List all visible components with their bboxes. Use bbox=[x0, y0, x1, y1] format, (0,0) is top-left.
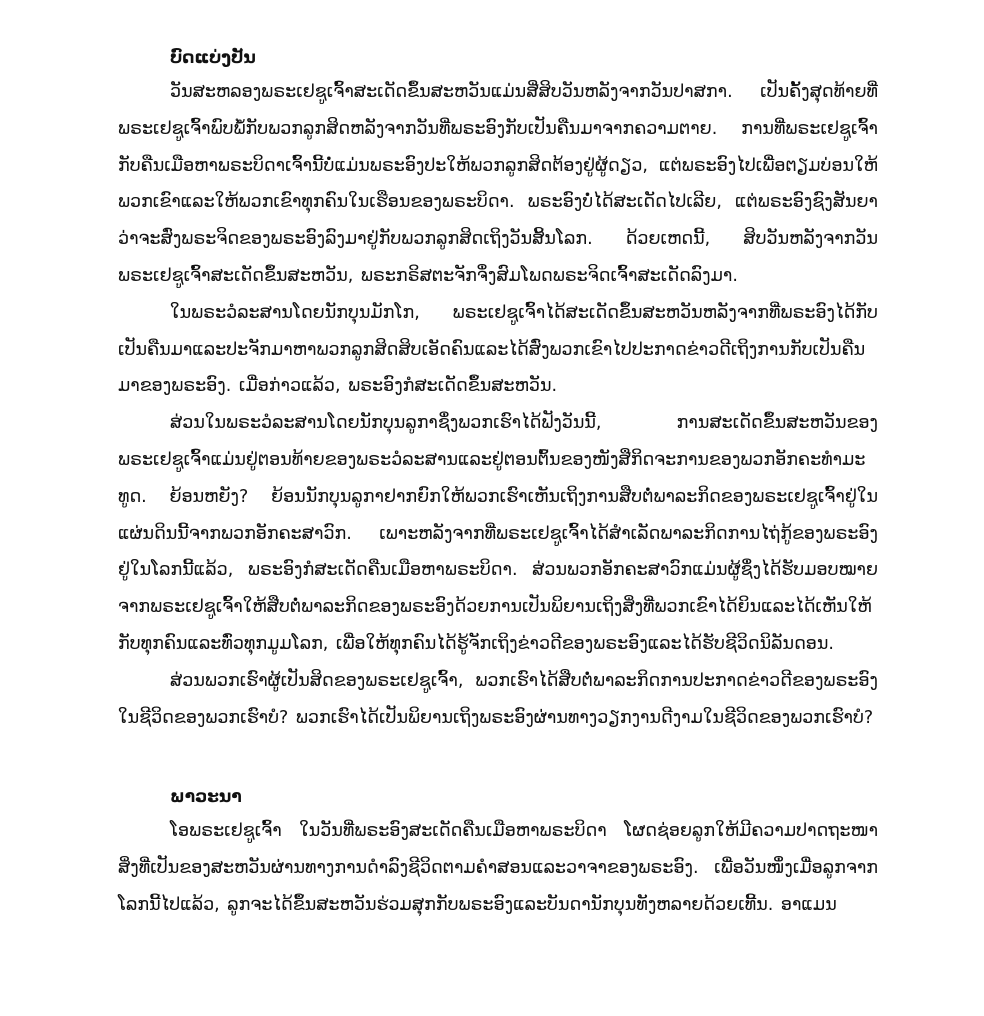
section-divider-space bbox=[118, 736, 878, 783]
reflection-paragraph-4: ສ່ວນພວກເຮົາຜູ້ເປັນສິດຂອງພຣະເຢຊູເຈົ້າ, ພວກເຮົາໄດ້ສືບຕໍ່ພາລະກິດການປະກາດຂ່າວດີຂອງພຣະອົງໃນຊີວິດຂອງພວກເຮົາບໍ? ພວກເຮົາໄດ້ເປັນພິຍານເຖິງພຣະອົງຜ່ານທາງວຽກງານດີງາມໃນຊີວິດຂອງພວກເຮົາບໍ? bbox=[118, 670, 878, 728]
reflection-paragraph-2: ໃນພຣະວໍລະສານໂດຍນັກບຸນມັກໂກ, ພຣະເຢຊູເຈົ້າໄດ້ສະເດັດຂຶ້ນສະຫວັນຫລັງຈາກທີ່ພຣະອົງໄດ້ກັບເປັນຄືນມາແລະປະຈັກມາຫາພວກລູກສິດສິບເອັດຄົນແລະໄດ້ສົ່ງພວກເຂົາໄປປະກາດຂ່າວດີເຖິງການກັບເປັນຄືນມາຂອງພຣະອົງ. ເມື່ອກ່າວແລ້ວ, ພຣະອົງກໍສະເດັດຂຶ້ນສະຫວັນ. bbox=[118, 302, 878, 397]
prayer-paragraph: ໂອພຣະເຢຊູເຈົ້າ ໃນວັນທີ່ພຣະອົງສະເດັດຄືນເມືອຫາພຣະບິດາ ໂຜດຊ່ອຍລູກໃຫ້ມີຄວາມປາດຖະໜາສິ່ງທີ່ເປັນຂອງສະຫວັນຜ່ານທາງການດຳລົງຊີວິດຕາມຄຳສອນແລະວາຈາຂອງພຣະອົງ. ເພື່ອວັນໜຶ່ງເມື່ອລູກຈາກໂລກນີ້ໄປແລ້ວ, ລູກຈະໄດ້ຂຶ້ນສະຫວັນຮ່ວມສຸກກັບພຣະອົງແລະບັນດານັກບຸນທັງຫລາຍດ້ວຍເທີ້ນ. ອາແມນ bbox=[118, 821, 878, 915]
document-page bbox=[118, 44, 878, 924]
section-prayer bbox=[118, 783, 878, 923]
section-heading-reflection: ບົດແບ່ງປັນ bbox=[170, 48, 256, 68]
reflection-paragraph-1: ວັນສະຫລອງພຣະເຢຊູເຈົ້າສະເດັດຂຶ້ນສະຫວັນແມ່ນສີ່ສິບວັນຫລັງຈາກວັນປາສກາ. ເປັນຄັ້ງສຸດທ້າຍທີ່ພຣະເຢຊູເຈົ້າພົບພໍ້ກັບພວກລູກສິດຫລັງຈາກວັນທີ່ພຣະອົງກັບເປັນຄືນມາຈາກຄວາມຕາຍ. ການທີ່ພຣະເຢຊູເຈົ້າກັບຄືນເມືອຫາພຣະບິດາເຈົ້ານີ້ບໍ່ແມ່ນພຣະອົງປະໃຫ້ພວກລູກສິດຕ້ອງຢູ່ຜູ້ດຽວ, ແຕ່ພຣະອົງໄປເພື່ອຕຽມບ່ອນໃຫ້ພວກເຂົາແລະໃຫ້ພວກເຂົາທຸກຄົນໃນເຮືອນຂອງພຣະບິດາ. ພຣະອົງບໍ່ໄດ້ສະເດັດໄປເລີຍ, ແຕ່ພຣະອົງຊົງສັນຍາວ່າຈະສົ່ງພຣະຈິດຂອງພຣະອົງລົງມາຢູ່ກັບພວກລູກສິດເຖິງວັນສິ້ນໂລກ. ດ້ວຍເຫດນີ້, ສິບວັນຫລັງຈາກວັນພຣະເຢຊູເຈົ້າສະເດັດຂຶ້ນສະຫວັນ, ພຣະກຣິສຕະຈັກຈຶ່ງສົມໂພດພຣະຈິດເຈົ້າສະເດັດລົງມາ. bbox=[118, 82, 878, 286]
reflection-paragraph-3: ສ່ວນໃນພຣະວໍລະສານໂດຍນັກບຸນລູກາຊຶ່ງພວກເຮົາໄດ້ຟັງວັນນີ້, ການສະເດັດຂຶ້ນສະຫວັນຂອງພຣະເຢຊູເຈົ້າແມ່ນຢູ່ຕອນທ້າຍຂອງພຣະວໍລະສານແລະຢູ່ຕອນຕົ້ນຂອງໜັງສືກິດຈະການຂອງພວກອັກຄະທຳມະທູດ. ຍ້ອນຫຍັງ? ຍ້ອນນັກບຸນລູກາຢາກຍົກໃຫ້ພວກເຮົາເຫັນເຖິງການສືບຕໍ່ພາລະກິດຂອງພຣະເຢຊູເຈົ້າຢູ່ໃນແຜ່ນດິນນີ້ຈາກພວກອັກຄະສາວົກ. ເພາະຫລັງຈາກທີ່ພຣະເຢຊູເຈົ້າໄດ້ສຳເລັດພາລະກິດການໄຖ່ກູ້ຂອງພຣະອົງຢູ່ໃນໂລກນີ້ແລ້ວ, ພຣະອົງກໍສະເດັດຄືນເມືອຫາພຣະບິດາ. ສ່ວນພວກອັກຄະສາວົກແມ່ນຜູ້ຊຶ່ງໄດ້ຮັບມອບໝາຍຈາກພຣະເຢຊູເຈົ້າໃຫ້ສືບຕໍ່ພາລະກິດຂອງພຣະອົງດ້ວຍການເປັນພິຍານເຖິງສິ່ງທີ່ພວກເຂົາໄດ້ຍິນແລະໄດ້ເຫັນໃຫ້ກັບທຸກຄົນແລະທົ່ວທຸກມູມໂລກ, ເພື່ອໃຫ້ທຸກຄົນໄດ້ຮູ້ຈັກເຖິງຂ່າວດີຂອງພຣະອົງແລະໄດ້ຮັບຊີວິດນິລັນດອນ. bbox=[118, 413, 878, 654]
section-heading-prayer: ພາວະນາ bbox=[170, 787, 242, 808]
section-reflection bbox=[118, 44, 878, 736]
